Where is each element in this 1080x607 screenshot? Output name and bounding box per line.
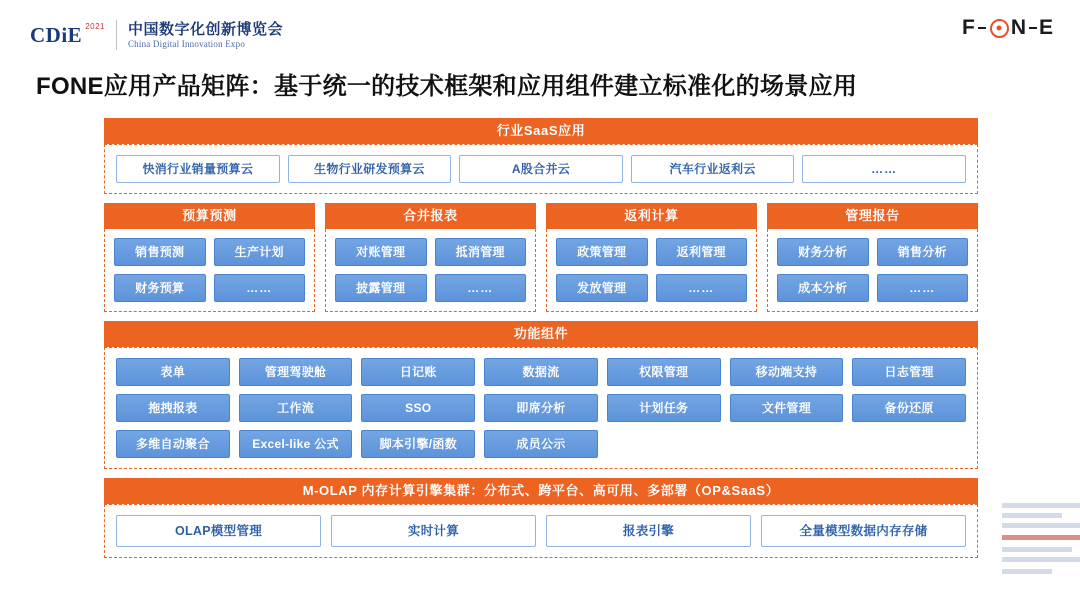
component-item[interactable]: 备份还原: [852, 394, 966, 422]
group-body: [325, 229, 536, 312]
component-item[interactable]: 权限管理: [607, 358, 721, 386]
component-item[interactable]: 数据流: [484, 358, 598, 386]
group-item[interactable]: 披露管理: [335, 274, 427, 302]
component-item[interactable]: 文件管理: [730, 394, 844, 422]
target-circle-icon: [990, 19, 1009, 38]
expo-name: [128, 21, 283, 50]
saas-item[interactable]: A股合并云: [459, 155, 623, 183]
fone-logo-dash-2: [1029, 27, 1037, 30]
component-item[interactable]: 脚本引擎/函数: [361, 430, 475, 458]
fone-logo-n: N: [1010, 16, 1027, 39]
olap-item[interactable]: OLAP模型管理: [116, 515, 321, 547]
decorative-bars: [994, 499, 1080, 583]
olap-layer-body: [104, 504, 978, 558]
component-item[interactable]: SSO: [361, 394, 475, 422]
group-item-more[interactable]: ……: [877, 274, 969, 302]
application-groups: [104, 203, 978, 312]
component-item[interactable]: 日志管理: [852, 358, 966, 386]
group-item-more[interactable]: ……: [214, 274, 306, 302]
page-title: FONE应用产品矩阵：基于统一的技术框架和应用组件建立标准化的场景应用: [36, 73, 858, 100]
component-item[interactable]: Excel-like 公式: [239, 430, 353, 458]
saas-layer-body: [104, 144, 978, 194]
group-item-more[interactable]: ……: [435, 274, 527, 302]
group-header: 管理报告: [767, 203, 978, 229]
olap-layer: [104, 478, 978, 558]
group-budget-forecast: [104, 203, 315, 312]
expo-name-en: China Digital Innovation Expo: [127, 38, 246, 49]
group-item[interactable]: 发放管理: [556, 274, 648, 302]
saas-item-row: [116, 155, 966, 183]
group-item[interactable]: 成本分析: [777, 274, 869, 302]
group-item[interactable]: 生产计划: [214, 238, 306, 266]
olap-layer-header: M-OLAP 内存计算引擎集群：分布式、跨平台、高可用、多部署（OP&SaaS）: [104, 478, 978, 504]
cdie-logo-year: 2021: [85, 22, 105, 31]
page-header: [0, 0, 1080, 60]
group-header: 预算预测: [104, 203, 315, 229]
components-grid: [116, 358, 966, 458]
group-item-more[interactable]: ……: [656, 274, 748, 302]
component-item[interactable]: 日记账: [361, 358, 475, 386]
olap-item[interactable]: 实时计算: [331, 515, 536, 547]
group-header: 合并报表: [325, 203, 536, 229]
olap-item[interactable]: 报表引擎: [546, 515, 751, 547]
components-layer-body: [104, 347, 978, 469]
components-layer-header: 功能组件: [104, 321, 978, 347]
group-item[interactable]: 对账管理: [335, 238, 427, 266]
product-matrix-diagram: [104, 118, 978, 558]
cdie-logo: [30, 20, 283, 50]
group-body: [104, 229, 315, 312]
olap-item-row: [116, 515, 966, 547]
group-rebate-calculation: [546, 203, 757, 312]
saas-layer: [104, 118, 978, 194]
group-item[interactable]: 销售分析: [877, 238, 969, 266]
component-item[interactable]: 移动端支持: [730, 358, 844, 386]
cdie-logo-text: CDiE: [30, 22, 83, 47]
group-header: 返利计算: [546, 203, 757, 229]
component-item[interactable]: 成员公示: [484, 430, 598, 458]
component-item[interactable]: 多维自动聚合: [116, 430, 230, 458]
fone-logo: [962, 16, 1054, 40]
group-consolidation-report: [325, 203, 536, 312]
components-layer: [104, 321, 978, 469]
group-item[interactable]: 销售预测: [114, 238, 206, 266]
group-item[interactable]: 政策管理: [556, 238, 648, 266]
olap-item[interactable]: 全量模型数据内存存储: [761, 515, 966, 547]
saas-item[interactable]: 汽车行业返利云: [631, 155, 795, 183]
component-item[interactable]: 即席分析: [484, 394, 598, 422]
saas-layer-header: 行业SaaS应用: [104, 118, 978, 144]
group-item[interactable]: 抵消管理: [435, 238, 527, 266]
saas-item[interactable]: 生物行业研发预算云: [288, 155, 452, 183]
component-item[interactable]: 计划任务: [607, 394, 721, 422]
fone-logo-dash: [978, 27, 986, 30]
group-body: [767, 229, 978, 312]
group-management-report: [767, 203, 978, 312]
logo-divider: [116, 20, 117, 50]
component-item[interactable]: 管理驾驶舱: [239, 358, 353, 386]
fone-logo-f: F: [961, 16, 976, 39]
group-item[interactable]: 财务预算: [114, 274, 206, 302]
saas-item-more[interactable]: ……: [802, 155, 966, 183]
component-item[interactable]: 表单: [116, 358, 230, 386]
group-item[interactable]: 财务分析: [777, 238, 869, 266]
fone-logo-e: E: [1038, 16, 1054, 39]
group-item[interactable]: 返利管理: [656, 238, 748, 266]
component-item[interactable]: 工作流: [239, 394, 353, 422]
expo-name-cn: 中国数字化创新博览会: [127, 20, 283, 38]
group-body: [546, 229, 757, 312]
saas-item[interactable]: 快消行业销量预算云: [116, 155, 280, 183]
component-item[interactable]: 拖拽报表: [116, 394, 230, 422]
